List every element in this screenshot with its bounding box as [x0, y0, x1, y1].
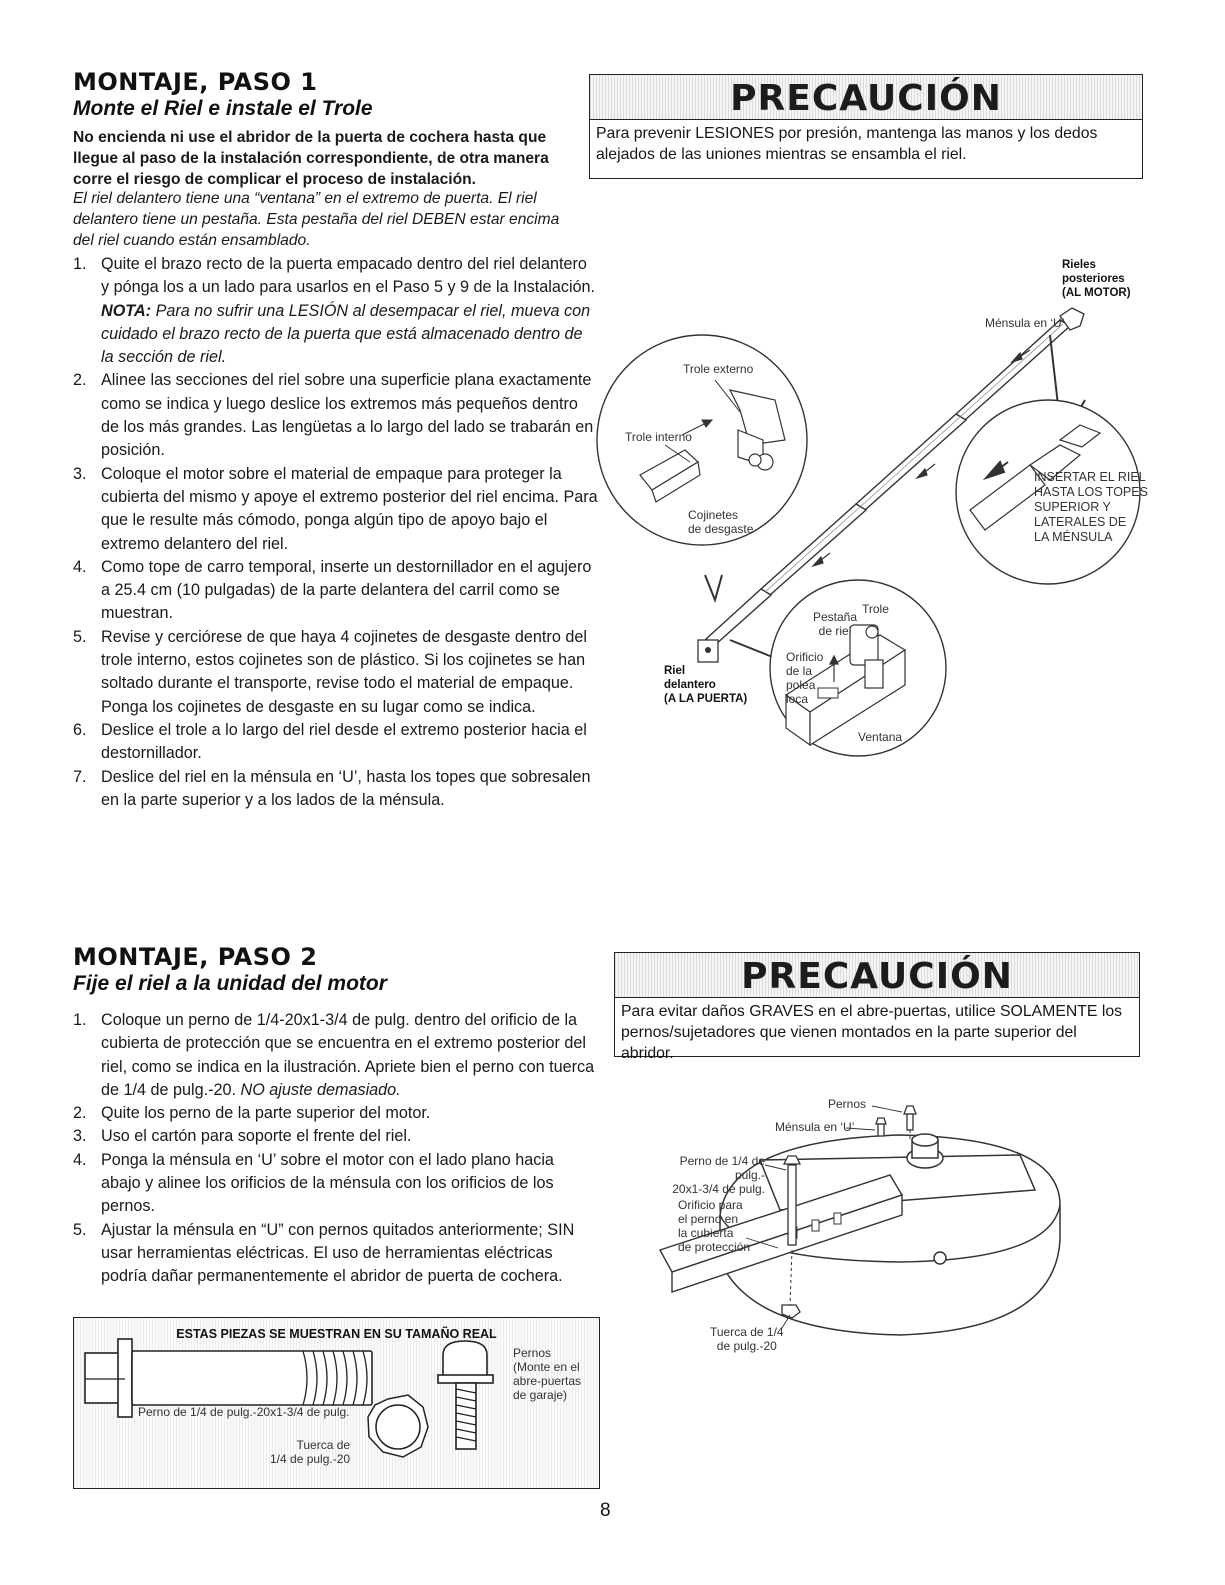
- label-orificio-polea: [786, 650, 823, 706]
- step-text: Como tope de carro temporal, inserte un destornillador en el agujero a 25.4 cm (10 pulgadas) de la parte delantera del carril como se muestran.: [101, 557, 592, 623]
- caution-box-2: [614, 952, 1140, 1062]
- label-line: Tuerca de: [296, 1438, 351, 1452]
- step1-item-2: [73, 369, 598, 462]
- step-text: Ponga la ménsula en ‘U’ sobre el motor con el lado plano hacia abajo y alinee los orificios de la ménsula con los orificios de los pernos.: [101, 1150, 554, 1216]
- label-line: polea: [786, 678, 816, 692]
- step1-item-5: [73, 626, 598, 719]
- step2-heading: MONTAJE, PASO 2: [73, 943, 318, 971]
- label-line: Rieles: [1062, 259, 1096, 271]
- label-line: delantero: [664, 679, 716, 691]
- step-italic-text: NO ajuste demasiado.: [240, 1080, 401, 1099]
- label-line: de riel: [818, 624, 852, 638]
- label-line: 1/4 de pulg.-20: [270, 1452, 351, 1466]
- label-cojinetes: [688, 508, 753, 536]
- label-line: LATERALES DE: [1034, 515, 1127, 529]
- label-line: 20x1-3/4 de pulg.: [672, 1182, 765, 1196]
- label-line: SUPERIOR Y: [1034, 500, 1111, 514]
- label-line: (A LA PUERTA): [664, 693, 748, 705]
- label-line: de garaje): [513, 1388, 568, 1402]
- step-number: 3.: [73, 1127, 87, 1146]
- label-pernos: Pernos: [828, 1097, 867, 1111]
- label-line: de pulg.-20: [716, 1339, 777, 1353]
- label-line: de la: [786, 664, 813, 678]
- label-trole: Trole: [862, 602, 889, 616]
- step-text: Ajustar la ménsula en “U” con pernos quitados anteriormente; SIN usar herramientas eléctricas. El uso de herramientas eléctricas podría dañar permanentemente el abridor de puerta de cochera.: [101, 1220, 575, 1286]
- label-line: Perno de 1/4 de pulg.-: [679, 1154, 765, 1182]
- step-text: Revise y cerciórese de que haya 4 cojinetes de desgaste dentro del trole interno, estos cojinetes son de plástico. Si los cojinetes se han soltado durante el transporte, revise todo el material de empaque. Ponga los cojinetes de desgaste en su lugar como se indica.: [101, 627, 587, 716]
- step-number: 1.: [73, 1011, 87, 1029]
- label-line: INSERTAR EL RIEL: [1034, 470, 1146, 484]
- label-line: LA MÉNSULA: [1034, 530, 1113, 544]
- step2-item-2: [73, 1102, 598, 1125]
- step-text: Coloque el motor sobre el material de empaque para proteger la cubierta del mismo y apoye el extremo posterior del riel encima. Para que le resulte más cómodo, ponga algún tipo de apoyo bajo el extremo delantero del riel.: [101, 464, 598, 553]
- step-number: 4.: [73, 557, 87, 576]
- label-line: abre-puertas: [513, 1374, 582, 1388]
- caution-text: Para evitar daños GRAVES en el abre-puertas, utilice SOLAMENTE los pernos/sujetadores que vienen montados en la parte superior del abridor.: [621, 1003, 1123, 1062]
- step-text: Quite el brazo recto de la puerta empacado dentro del riel delantero y pónga los a un lado para usarlos en el Paso 5 y 9 de la Instalación.: [101, 255, 596, 297]
- label-trole-externo: Trole externo: [683, 362, 754, 376]
- step1-item-3: [73, 463, 598, 556]
- step2-subheading: Fije el riel a la unidad del motor: [73, 972, 387, 995]
- step-text: Coloque un perno de 1/4-20x1-3/4 de pulg. dentro del orificio de la cubierta de protección que se encuentra en el extremo posterior del riel, como se indica en la ilustración. Apriete bien el perno con tuerca de 1/4 de pulg.-20.: [101, 1011, 595, 1099]
- step-number: 3.: [73, 464, 87, 483]
- label-rieles-posteriores: [1062, 258, 1131, 300]
- label-line: posteriores: [1062, 273, 1125, 285]
- caution-box-1: [589, 74, 1143, 179]
- step-number: 1.: [73, 255, 87, 273]
- label-ventana: Ventana: [858, 730, 903, 744]
- step1-subheading: Monte el Riel e instale el Trole: [73, 97, 373, 120]
- label-line: Pernos: [513, 1346, 552, 1360]
- label-line: HASTA LOS TOPES: [1034, 485, 1148, 499]
- step1-item-4: [73, 556, 598, 626]
- label-tuerca-part: [270, 1438, 350, 1466]
- label-line: Pestaña: [813, 610, 858, 624]
- caution-title: PRECAUCIÓN: [730, 78, 1002, 119]
- step-text: Deslice el trole a lo largo del riel desde el extremo posterior hacia el destornillador.: [101, 720, 587, 763]
- label-perno-long: Perno de 1/4 de pulg.-20x1-3/4 de pulg.: [138, 1405, 350, 1419]
- step-text: Deslice del riel en la ménsula en ‘U’, hasta los topes que sobresalen en la parte superior y a los lados de la ménsula.: [101, 767, 591, 809]
- caution-banner: [590, 75, 1142, 120]
- step1-item-1: [73, 253, 598, 369]
- step-number: 6.: [73, 720, 87, 739]
- label-line: Orificio para: [678, 1198, 743, 1212]
- label-mensula-u-2: Ménsula en ‘U’: [775, 1120, 855, 1134]
- step-text: Uso el cartón para soporte el frente del riel.: [101, 1127, 412, 1146]
- caution-text: Para prevenir LESIONES por presión, mantenga las manos y los dedos alejados de las uniones mientras se ensambla el riel.: [596, 125, 1098, 163]
- label-line: (AL MOTOR): [1062, 287, 1131, 299]
- step1-heading: MONTAJE, PASO 1: [73, 68, 318, 96]
- label-orificio-cubierta: [678, 1198, 750, 1254]
- step1-item-7: [73, 766, 598, 813]
- label-line: el perno en: [678, 1212, 739, 1226]
- label-pernos-part: [513, 1346, 581, 1402]
- label-line: de desgaste: [688, 522, 754, 536]
- label-pestana-riel: [813, 610, 857, 638]
- nota-label: NOTA:: [101, 301, 152, 320]
- step2-item-3: [73, 1125, 598, 1148]
- label-line: loca: [786, 692, 809, 706]
- caution-banner: [615, 953, 1139, 998]
- label-tuerca-diagram: [710, 1325, 784, 1353]
- label-perno-quarter: [653, 1154, 765, 1196]
- label-line: la cubierta: [678, 1226, 734, 1240]
- nota-text: Para no sufrir una LESIÓN al desempacar el riel, mueva con cuidado el brazo recto de la puerta que está almacenado dentro de la sección de riel.: [101, 301, 591, 367]
- step-text: Alinee las secciones del riel sobre una superficie plana exactamente como se indica y luego deslice los extremos más pequeños dentro de los más grandes. Las lengüetas a lo largo del lado se trabarán en posición.: [101, 371, 594, 460]
- step-number: 4.: [73, 1150, 87, 1169]
- label-line: Tuerca de 1/4: [710, 1325, 784, 1339]
- step2-item-5: [73, 1219, 598, 1289]
- step1-item-6: [73, 719, 598, 766]
- label-riel-delantero: [664, 664, 747, 706]
- step-number: 7.: [73, 767, 87, 786]
- label-line: (Monte en el: [513, 1360, 580, 1374]
- label-line: Cojinetes: [688, 508, 739, 522]
- label-trole-interno: Trole interno: [625, 430, 692, 444]
- step2-item-1: [73, 1009, 598, 1102]
- step-text: Quite los perno de la parte superior del motor.: [101, 1104, 431, 1123]
- step1-note: El riel delantero tiene una “ventana” en el extremo de puerta. El riel delantero tiene un pestaña. Esta pestaña del riel DEBEN estar encima del riel cuando están ensamblado.: [73, 190, 560, 249]
- step-number: 5.: [73, 1220, 87, 1239]
- caution-title: PRECAUCIÓN: [741, 956, 1013, 997]
- step1-steps: [73, 253, 598, 812]
- step1-warning: No encienda ni use el abridor de la puerta de cochera hasta que llegue al paso de la instalación correspondiente, de otra manera corre el riesgo de complicar el proceso de instalación.: [73, 129, 549, 188]
- step-number: 5.: [73, 627, 87, 646]
- label-line: de protección: [678, 1240, 751, 1254]
- label-insertar-riel: [1034, 470, 1148, 545]
- step-number: 2.: [73, 371, 87, 390]
- label-line: Riel: [664, 665, 686, 677]
- parts-box-title: ESTAS PIEZAS SE MUESTRAN EN SU TAMAÑO REAL: [176, 1327, 497, 1341]
- label-line: Orificio: [786, 650, 824, 664]
- step2-item-4: [73, 1149, 598, 1219]
- page-number: 8: [600, 1500, 611, 1521]
- step-number: 2.: [73, 1104, 87, 1123]
- label-mensula-u: Ménsula en ‘U’: [985, 316, 1065, 330]
- step2-steps: [73, 1009, 598, 1289]
